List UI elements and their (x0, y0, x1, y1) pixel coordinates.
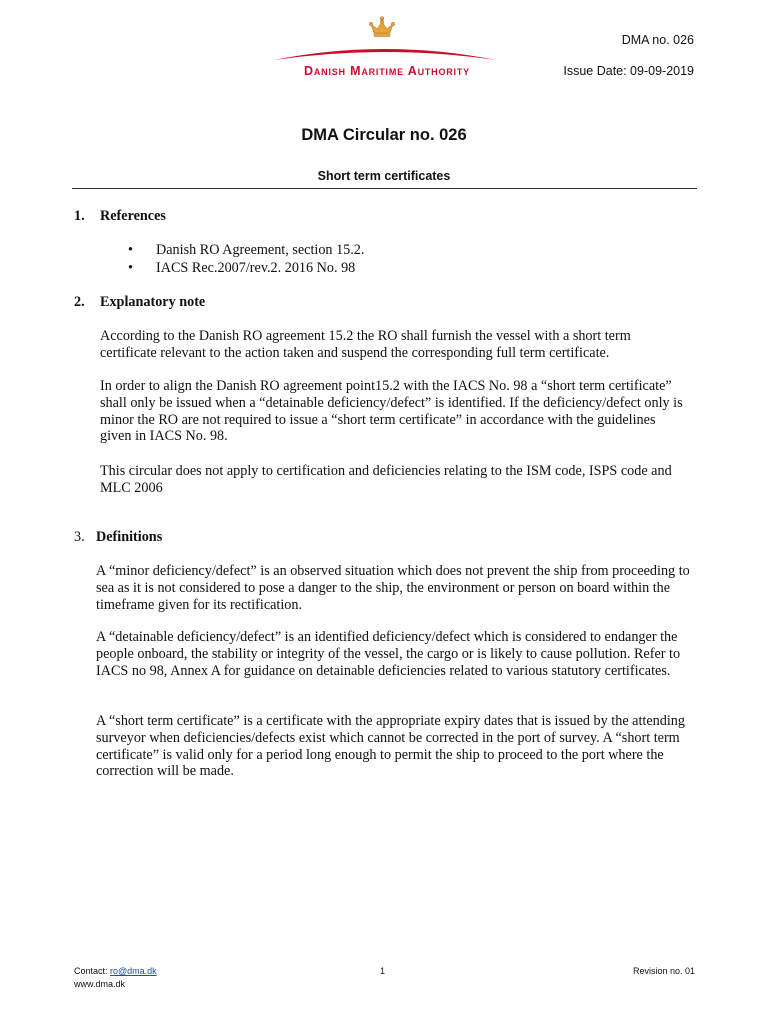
footer-website: www.dma.dk (74, 979, 126, 989)
paragraph: A “short term certificate” is a certificate with the appropriate expiry dates that is issued by the attending surveyor when deficiencies/defects exist which cannot be corrected in the port of survey. A “short term certificate” is valid only for a period long enough to permit the ship to proceed to the port where the correction will be made. (96, 713, 685, 780)
title-divider (72, 188, 697, 189)
section-title: References (100, 208, 166, 224)
section-heading-explanatory (74, 294, 205, 311)
contact-email-link[interactable]: ro@dma.dk (110, 966, 157, 976)
section-number: 3. (74, 529, 85, 545)
logo-swoosh (270, 34, 500, 64)
paragraph: According to the Danish RO agreement 15.2 the RO shall furnish the vessel with a short term certificate relevant to the action taken and suspend the corresponding full term certificate. (100, 328, 631, 361)
section-title: Explanatory note (100, 294, 206, 310)
section-heading-references (74, 208, 166, 225)
dma-logo (270, 14, 500, 78)
page-subtitle: Short term certificates (317, 169, 451, 183)
paragraph: This circular does not apply to certification and deficiencies relating to the ISM code, ISPS code and MLC 2006 (100, 463, 672, 496)
issue-date: Issue Date: 09-09-2019 (563, 64, 694, 78)
section-title: Definitions (96, 529, 163, 545)
page-number: 1 (380, 966, 386, 976)
section-number: 2. (74, 294, 85, 310)
section-heading-definitions (74, 529, 162, 546)
paragraph: A “minor deficiency/defect” is an observed situation which does not prevent the ship from proceeding to sea as it is not considered to pose a danger to the ship, the environment or person on board within the timeframe given for its rectification. (96, 563, 690, 613)
bullet-icon: • (128, 260, 133, 276)
org-name: Danish Maritime Authority (304, 64, 470, 78)
paragraph: In order to align the Danish RO agreement point15.2 with the IACS No. 98 a “short term certificate” shall only be issued when a “detainable deficiency/defect” is identified. If the deficiency/defect only is minor the RO are not required to issue a “short term certificate” in accordance with the guidelines given in IACS No. 98. (100, 378, 683, 445)
revision-number: Revision no. 01 (632, 966, 695, 976)
bullet-icon: • (128, 242, 133, 258)
doc-number: DMA no. 026 (621, 33, 694, 47)
paragraph: A “detainable deficiency/defect” is an identified deficiency/defect which is considered to endanger the people onboard, the stability or integrity of the vessel, the cargo or is likely to cause pollution. Refer to IACS no 98, Annex A for guidance on detainable deficiencies related to various statutory certificates. (96, 629, 681, 679)
page-title: DMA Circular no. 026 (301, 126, 467, 144)
footer-contact: Contact: ro@dma.dk (74, 966, 157, 976)
section-number: 1. (74, 208, 85, 224)
